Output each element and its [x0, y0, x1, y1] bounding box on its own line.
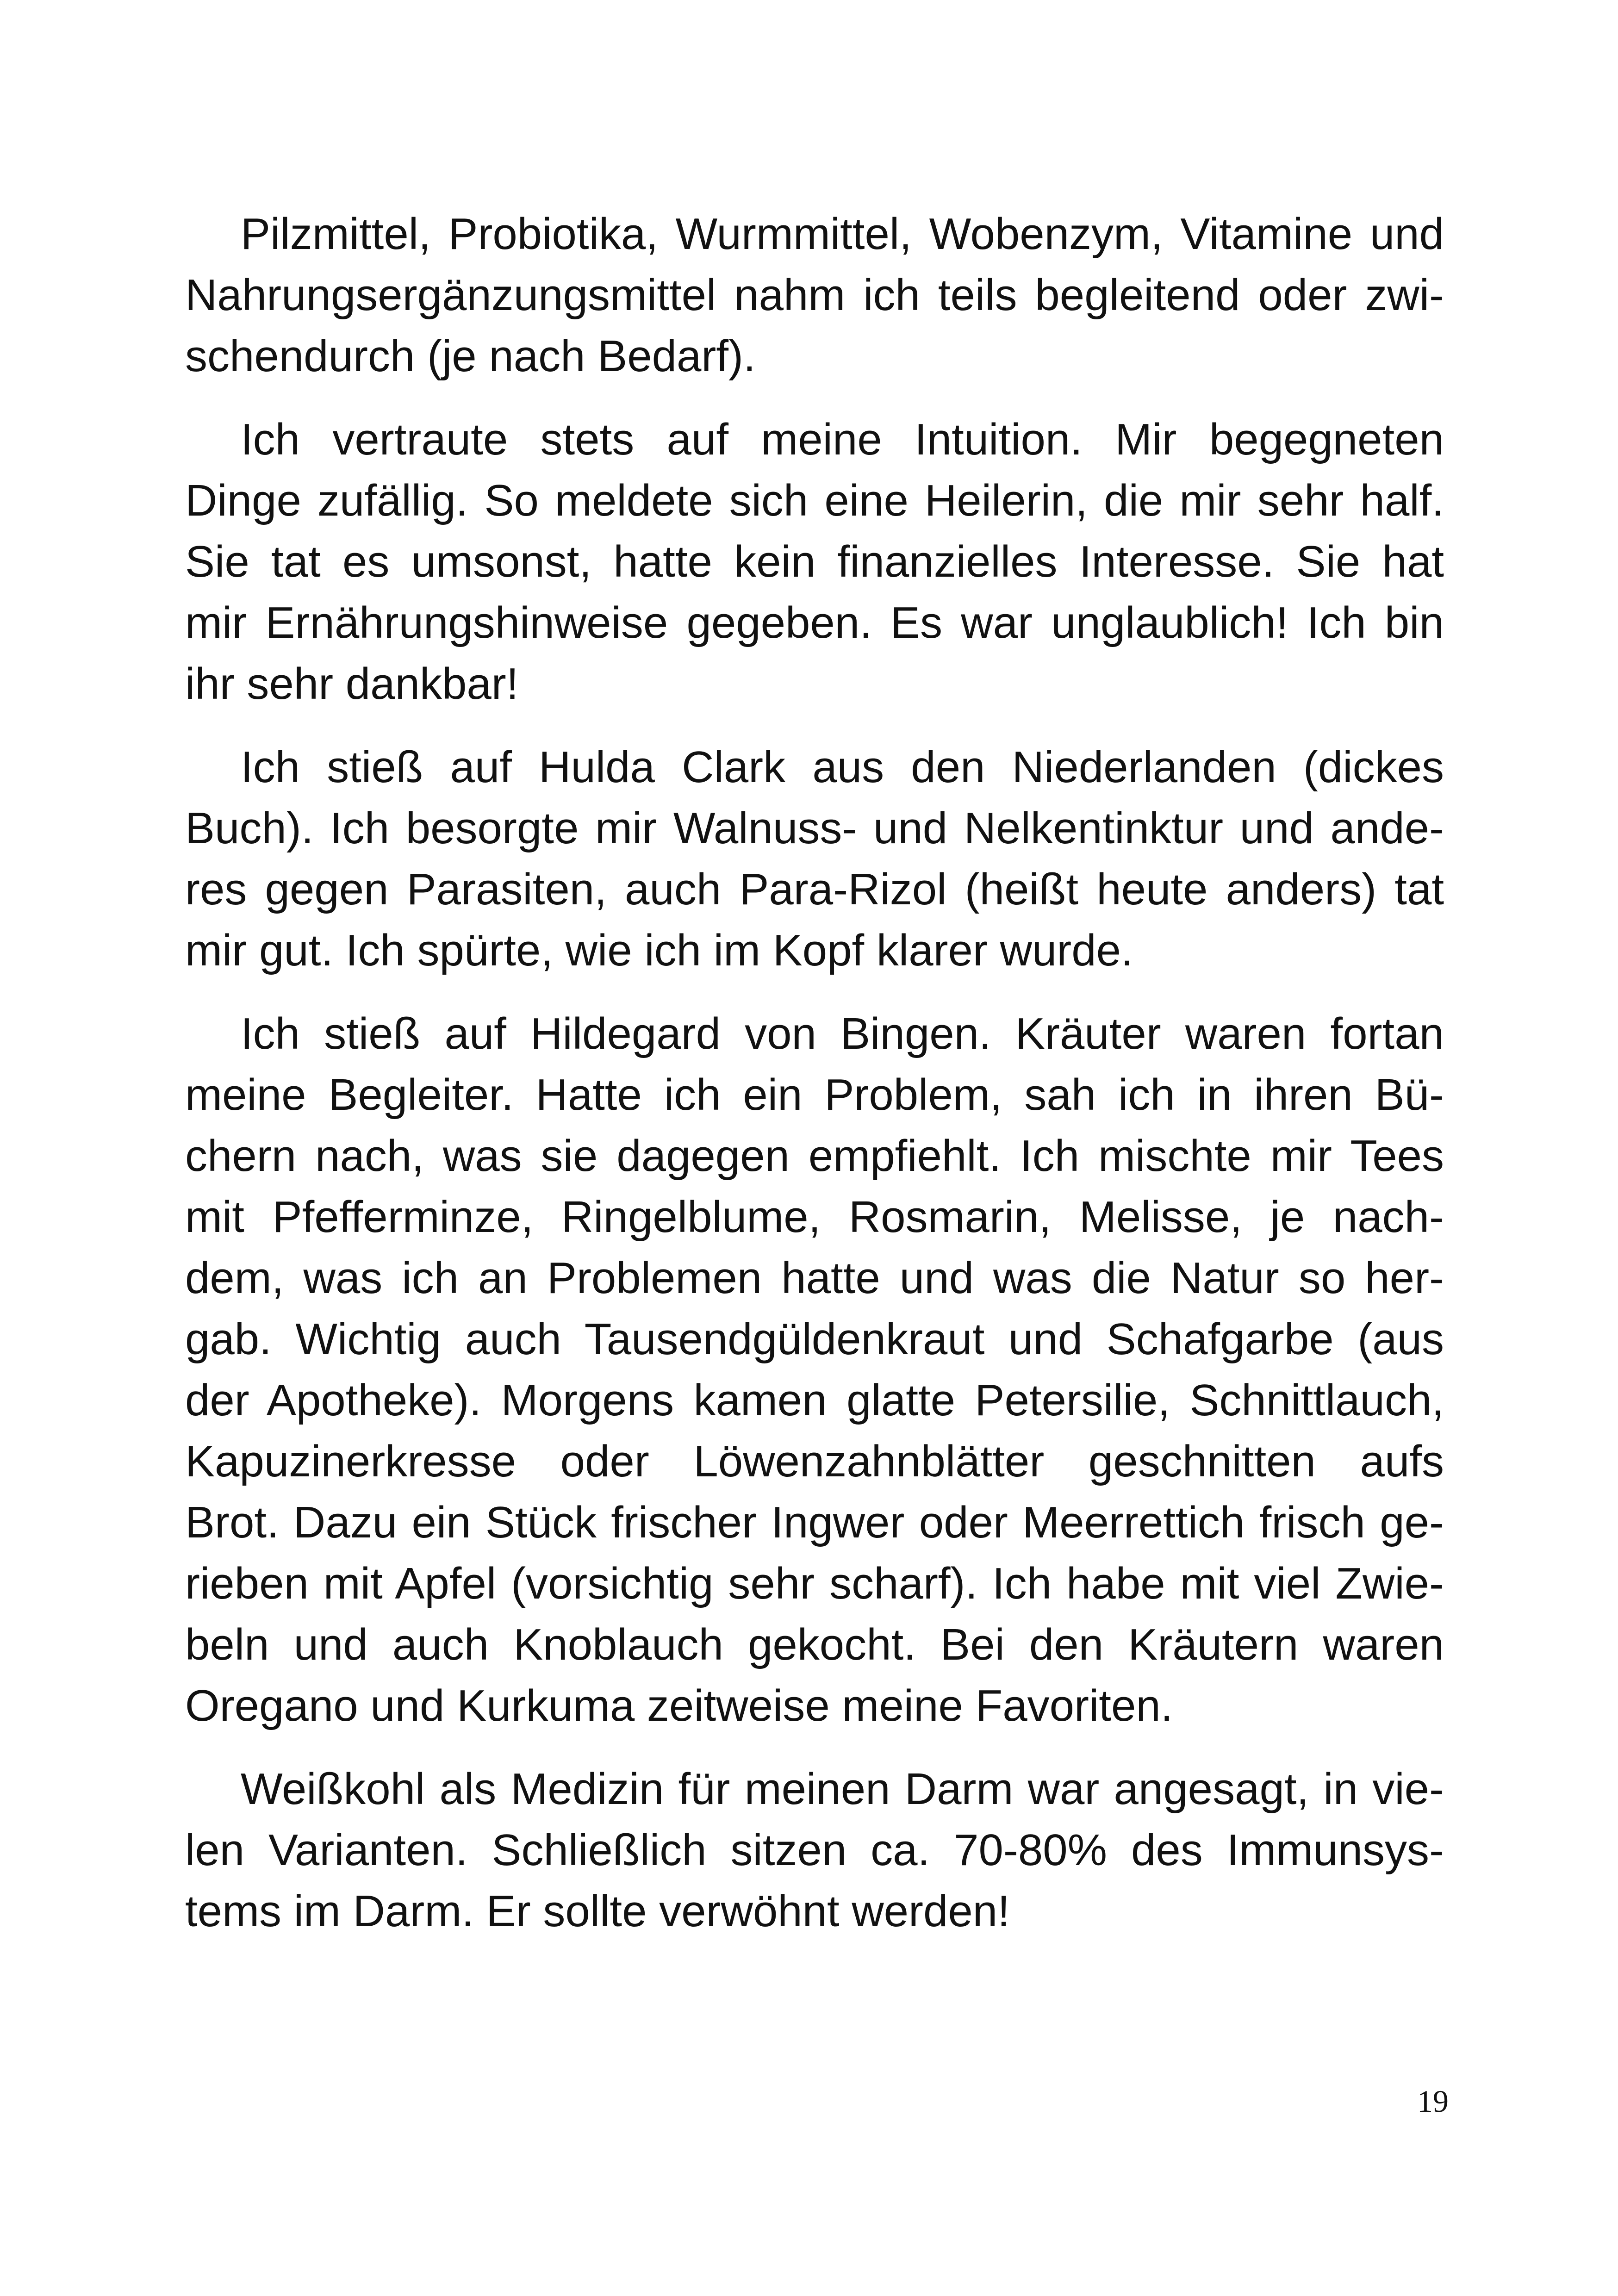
- body-text: [185, 204, 1444, 1964]
- text-line: mir Ernährungshinweise gegeben. Es war unglaublich! Ich bin: [185, 598, 1444, 647]
- text-line: Kapuzinerkresse oder Löwenzahnblätter geschnitten aufs: [185, 1437, 1444, 1486]
- paragraph-3: [185, 737, 1444, 981]
- text-line: der Apotheke). Morgens kamen glatte Petersilie, Schnittlauch,: [185, 1375, 1444, 1425]
- paragraph-1: [185, 204, 1444, 387]
- text-line: len Varianten. Schließlich sitzen ca. 70-80% des Immunsys-: [185, 1825, 1444, 1875]
- text-line: Nahrungsergänzungsmittel nahm ich teils begleitend oder zwi-: [185, 270, 1444, 320]
- text-line: rieben mit Apfel (vorsichtig sehr scharf). Ich habe mit viel Zwie-: [185, 1559, 1444, 1608]
- text-line: tems im Darm. Er sollte verwöhnt werden!: [185, 1886, 1010, 1936]
- text-line: Ich stieß auf Hulda Clark aus den Niederlanden (dickes: [241, 742, 1444, 792]
- paragraph-4: [185, 1003, 1444, 1736]
- text-line: Brot. Dazu ein Stück frischer Ingwer oder Meerrettich frisch ge-: [185, 1498, 1444, 1547]
- text-line: Oregano und Kurkuma zeitweise meine Favoriten.: [185, 1681, 1173, 1730]
- text-line: Ich stieß auf Hildegard von Bingen. Kräuter waren fortan: [241, 1009, 1444, 1058]
- text-line: Ich vertraute stets auf meine Intuition. Mir begegneten: [241, 415, 1444, 464]
- text-line: mit Pfefferminze, Ringelblume, Rosmarin, Melisse, je nach-: [185, 1192, 1444, 1242]
- text-line: dem, was ich an Problemen hatte und was die Natur so her-: [185, 1253, 1444, 1303]
- page-number: 19: [1417, 2084, 1449, 2119]
- text-line: meine Begleiter. Hatte ich ein Problem, sah ich in ihren Bü-: [185, 1070, 1444, 1120]
- text-line: res gegen Parasiten, auch Para-Rizol (heißt heute anders) tat: [185, 865, 1444, 914]
- text-line: Weißkohl als Medizin für meinen Darm war angesagt, in vie-: [241, 1764, 1444, 1814]
- paragraph-2: [185, 409, 1444, 715]
- text-line: mir gut. Ich spürte, wie ich im Kopf klarer wurde.: [185, 926, 1133, 975]
- text-line: Dinge zufällig. So meldete sich eine Heilerin, die mir sehr half.: [185, 476, 1444, 525]
- text-line: Pilzmittel, Probiotika, Wurmmittel, Wobenzym, Vitamine und: [241, 209, 1444, 259]
- text-line: chern nach, was sie dagegen empfiehlt. Ich mischte mir Tees: [185, 1131, 1444, 1181]
- text-line: Sie tat es umsonst, hatte kein finanzielles Interesse. Sie hat: [185, 537, 1444, 586]
- text-line: ihr sehr dankbar!: [185, 659, 519, 709]
- text-line: gab. Wichtig auch Tausendgüldenkraut und Schafgarbe (aus: [185, 1314, 1444, 1364]
- text-line: Buch). Ich besorgte mir Walnuss- und Nelkentinktur und ande-: [185, 803, 1444, 853]
- paragraph-5: [185, 1759, 1444, 1942]
- text-line: beln und auch Knoblauch gekocht. Bei den Kräutern waren: [185, 1620, 1444, 1669]
- text-line: schendurch (je nach Bedarf).: [185, 331, 756, 381]
